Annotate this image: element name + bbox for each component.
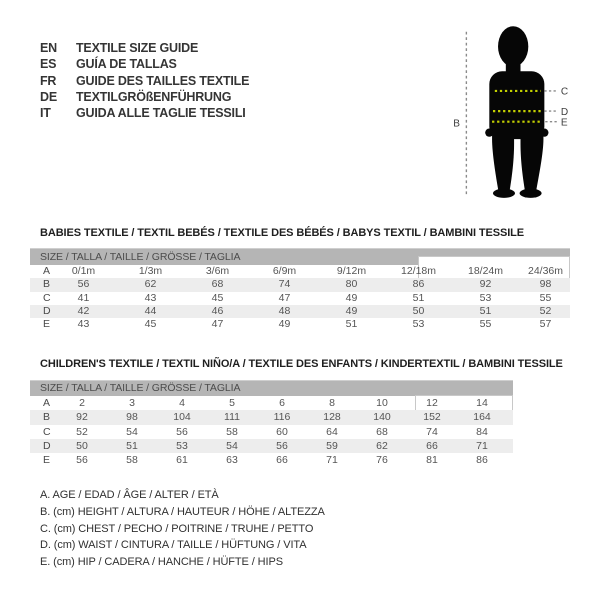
chest-label: C	[560, 86, 569, 98]
table-cell: 45	[144, 318, 157, 331]
table-cell: 12	[426, 397, 438, 409]
table-cell: 61	[176, 454, 188, 467]
row-label: E	[43, 318, 51, 331]
table-cell: 49	[278, 318, 291, 331]
language-label: TEXTILGRÖßENFÜHRUNG	[76, 89, 232, 104]
table-cell: 68	[211, 278, 224, 291]
table-cell: 92	[479, 278, 492, 291]
babies-section-title: BABIES TEXTILE / TEXTIL BEBÉS / TEXTILE DES BÉBÉS / BABYS TEXTIL / BAMBINI TESSILE	[40, 227, 525, 239]
table-cell: 54	[126, 425, 138, 438]
children-table	[30, 380, 513, 467]
table-cell: 5	[229, 397, 235, 409]
table-row	[30, 453, 513, 467]
row-label: C	[43, 291, 51, 304]
language-code: DE	[40, 89, 57, 104]
hip-label: E	[560, 117, 568, 129]
children-table-body	[30, 396, 513, 467]
table-cell: 50	[76, 439, 88, 452]
table-cell: 50	[412, 304, 425, 317]
table-cell: 49	[345, 291, 358, 304]
table-row	[30, 410, 513, 424]
table-cell: 59	[326, 439, 338, 452]
table-cell: 18/24m	[467, 265, 504, 277]
babies-table	[30, 248, 570, 331]
table-cell: 2	[79, 397, 85, 409]
table-cell: 152	[423, 411, 441, 424]
table-cell: 4	[179, 397, 185, 409]
table-cell: 140	[373, 411, 391, 424]
table-cell: 66	[276, 454, 288, 467]
table-cell: 52	[539, 304, 552, 317]
table-cell: 98	[126, 411, 138, 424]
row-label: D	[43, 304, 51, 317]
table-cell: 47	[211, 318, 224, 331]
table-row	[30, 318, 570, 331]
table-cell: 6	[279, 397, 285, 409]
language-label: GUIDA ALLE TAGLIE TESSILI	[76, 106, 246, 121]
table-cell: 86	[412, 278, 425, 291]
table-cell: 52	[76, 425, 88, 438]
table-cell: 1/3m	[138, 265, 163, 277]
table-cell: 44	[144, 304, 157, 317]
table-cell: 55	[539, 291, 552, 304]
table-cell: 41	[77, 291, 90, 304]
table-row	[30, 396, 513, 410]
table-cell: 47	[278, 291, 291, 304]
language-label: GUIDE DES TAILLES TEXTILE	[76, 73, 250, 88]
table-cell: 57	[539, 318, 552, 331]
table-row	[30, 439, 513, 453]
row-label: D	[43, 439, 51, 452]
table-cell: 76	[376, 454, 388, 467]
measurement-legend	[40, 487, 325, 571]
table-cell: 43	[144, 291, 157, 304]
table-cell: 45	[211, 291, 224, 304]
table-row	[30, 305, 570, 318]
table-cell: 49	[345, 304, 358, 317]
row-label: E	[43, 454, 51, 467]
table-row	[30, 278, 570, 291]
row-label: B	[43, 411, 51, 424]
table-cell: 10	[376, 397, 388, 409]
table-cell: 43	[77, 318, 90, 331]
table-cell: 55	[479, 318, 492, 331]
table-cell: 9/12m	[336, 265, 367, 277]
table-cell: 63	[226, 454, 238, 467]
table-cell: 64	[326, 425, 338, 438]
table-row	[30, 265, 570, 278]
table-cell: 86	[476, 454, 488, 467]
table-cell: 14	[476, 397, 488, 409]
table-cell: 71	[326, 454, 338, 467]
table-cell: 84	[476, 425, 488, 438]
table-cell: 58	[226, 425, 238, 438]
language-code: FR	[40, 73, 57, 88]
table-cell: 53	[176, 439, 188, 452]
language-item	[40, 40, 249, 56]
babies-table-body	[30, 265, 570, 331]
table-cell: 48	[278, 304, 291, 317]
table-cell: 3/6m	[205, 265, 230, 277]
table-cell: 6/9m	[272, 265, 297, 277]
language-item	[40, 56, 249, 72]
table-cell: 51	[412, 291, 425, 304]
height-label: B	[453, 118, 460, 130]
table-cell: 60	[276, 425, 288, 438]
table-cell: 56	[76, 454, 88, 467]
waist-label: D	[560, 106, 569, 118]
table-cell: 3	[129, 397, 135, 409]
row-label: A	[43, 265, 51, 277]
language-code: EN	[40, 41, 57, 55]
table-row	[30, 425, 513, 439]
table-cell: 51	[479, 304, 492, 317]
table-cell: 56	[276, 439, 288, 452]
table-cell: 58	[126, 454, 138, 467]
language-code: ES	[40, 57, 57, 72]
legend-item: C. (cm) CHEST / PECHO / POITRINE / TRUHE / PETTO	[40, 522, 314, 535]
table-cell: 24/36m	[527, 265, 564, 277]
table-cell: 46	[211, 304, 224, 317]
table-cell: 56	[176, 425, 188, 438]
legend-item: E. (cm) HIP / CADERA / HANCHE / HÜFTE / HIPS	[40, 556, 283, 569]
table-cell: 71	[476, 439, 488, 452]
table-cell: 68	[376, 425, 388, 438]
table-row	[30, 292, 570, 305]
table-cell: 0/1m	[71, 265, 96, 277]
table-cell: 8	[329, 397, 335, 409]
table-cell: 62	[144, 278, 157, 291]
language-list	[40, 40, 249, 121]
babies-table-header: SIZE / TALLA / TAILLE / GRÖSSE / TAGLIA	[30, 248, 570, 265]
language-item	[40, 105, 249, 121]
table-cell: 74	[426, 425, 438, 438]
row-label: B	[43, 278, 51, 291]
table-cell: 12/18m	[400, 265, 437, 277]
child-figure-diagram	[440, 18, 590, 218]
children-section-title: CHILDREN'S TEXTILE / TEXTIL NIÑO/A / TEXTILE DES ENFANTS / KINDERTEXTIL / BAMBINI TESSILE	[40, 358, 563, 370]
language-label: GUÍA DE TALLAS	[76, 57, 177, 72]
table-cell: 62	[376, 439, 388, 452]
table-cell: 164	[473, 411, 491, 424]
table-cell: 128	[323, 411, 341, 424]
table-cell: 51	[345, 318, 358, 331]
legend-item: D. (cm) WAIST / CINTURA / TAILLE / HÜFTUNG / VITA	[40, 539, 307, 552]
table-cell: 51	[126, 439, 138, 452]
table-cell: 104	[173, 411, 191, 424]
language-item	[40, 73, 249, 89]
table-cell: 53	[412, 318, 425, 331]
language-item	[40, 89, 249, 105]
table-cell: 111	[224, 411, 240, 424]
legend-item: A. AGE / EDAD / ÂGE / ALTER / ETÀ	[40, 489, 219, 501]
legend-item: B. (cm) HEIGHT / ALTURA / HAUTEUR / HÖHE / ALTEZZA	[40, 505, 325, 518]
table-cell: 42	[77, 304, 90, 317]
children-table-header: SIZE / TALLA / TAILLE / GRÖSSE / TAGLIA	[30, 380, 513, 396]
row-label: A	[43, 397, 51, 409]
table-cell: 80	[345, 278, 358, 291]
table-cell: 66	[426, 439, 438, 452]
table-cell: 74	[278, 278, 291, 291]
row-label: C	[43, 425, 51, 438]
table-cell: 92	[76, 411, 88, 424]
table-cell: 56	[77, 278, 90, 291]
table-cell: 53	[479, 291, 492, 304]
table-cell: 116	[273, 411, 291, 424]
language-label: TEXTILE SIZE GUIDE	[76, 41, 199, 55]
table-cell: 54	[226, 439, 238, 452]
table-cell: 98	[539, 278, 552, 291]
table-cell: 81	[426, 454, 438, 467]
language-code: IT	[40, 106, 51, 121]
